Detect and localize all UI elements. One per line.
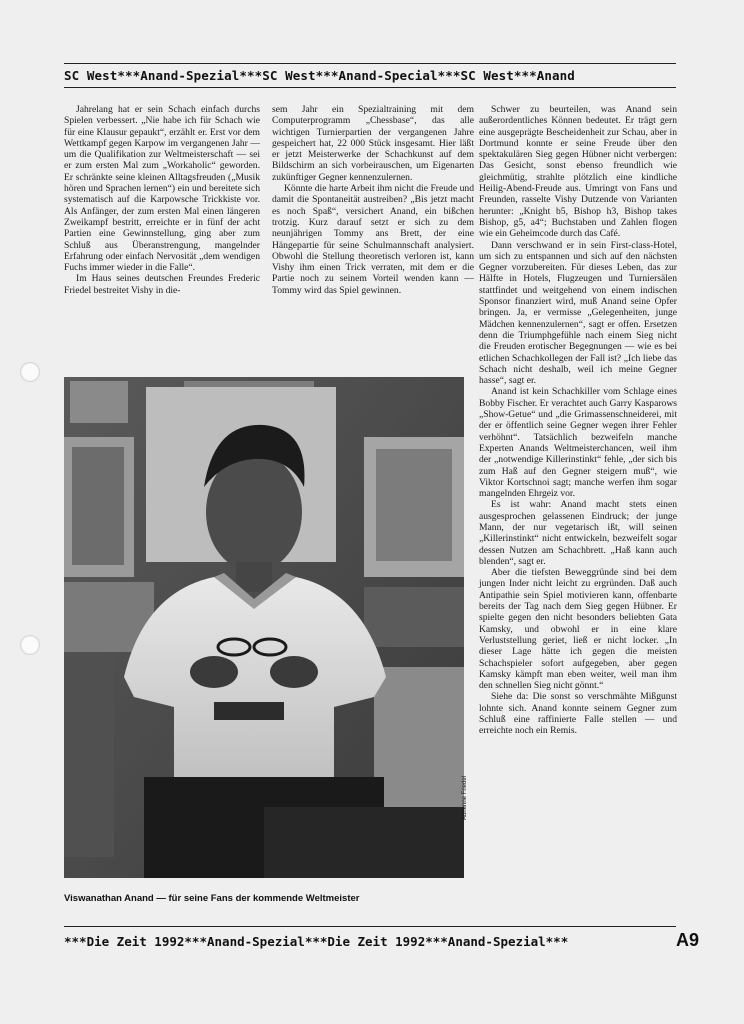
paragraph: Aber die tiefsten Beweggründe sind bei dem jungen Inder nicht leicht zu ergründen. Daß auch Antipathie sein Spiel motivieren kann, offenbarte bereits der Tag nach dem Sieg gegen Hübner. Er spielte gegen den nicht besonders beliebten Gata Kamsky, und obwohl er in eine klare Verluststellung geriet, ließ er nicht locker. „In dieser Lage hätte ich gegen die meisten Schachspieler sofort aufgegeben, aber gegen Kamsky kämpft man eben weiter, weil man ihm den schnellen Sieg nicht gönnt.“ bbox=[479, 567, 677, 692]
portrait-photo bbox=[64, 377, 464, 878]
paragraph: Siehe da: Die sonst so verschmähte Mißgunst lohnte sich. Anand konnte seinem Gegner zum Schluß eine raffinierte Falle stellen — und erreichte noch ein Remis. bbox=[479, 691, 677, 737]
footer-banner: ***Die Zeit 1992***Anand-Spezial***Die Zeit 1992***Anand-Spezial*** bbox=[64, 934, 569, 949]
paragraph: Es ist wahr: Anand macht stets einen ausgesprochen gelassenen Eindruck; der junge Mann, der nur vegetarisch ißt, will seinen „Killerinstinkt“ nicht entwickeln, bezweifelt sogar dessen Nutzen am Schachbrett. „Haß kann auch blenden“, sagt er. bbox=[479, 499, 677, 567]
paragraph: Schwer zu beurteilen, was Anand sein außerordentliches Können bedeutet. Er trägt gern eine ausgeprägte Bescheidenheit zur Schau, aber in Dortmund konnte er seine Freude über den spektakulären Sieg gegen Hübner nicht verbergen: Das Gesicht, sonst ebenso freundlich wie gleichmütig, strahlte plötzlich eine kindliche Heilig-Abend-Freude aus. Umringt von Fans und Freunden, rasselte Vishy Dutzende von Varianten herunter: „Knight b5, Bishop h3, Bishop takes Bishop, g5, a4“; Buchstaben und Zahlen flogen wie ein Geheimcode durch das Café. bbox=[479, 104, 677, 240]
paragraph: Jahrelang hat er sein Schach einfach durchs Spielen verbessert. „Nie habe ich für Schach wie für eine Klausur gepaukt“, erzählt er. Erst vor dem Wettkampf gegen Karpow im vergangenen Jahr — um die Qualifikation zur Weltmeisterschaft — sei er zum ersten Mal zum „Workaholic“ geworden. Er schränkte seine kleinen Alltagsfreuden („Musik hören und Sprachen lernen“) ein und bereitete sich systematisch auf die Karpowsche Trickkiste vor. Als Anfänger, der zum ersten Mal einen längeren Zweikampf bestritt, erreichte er in fünf der acht Partien eine Gewinnstellung, ging aber zum Schluß aus Überanstrengung, mangelnder Erfahrung oder einfach Nervosität „dem wendigen Fuchs immer wieder in die Falle“. bbox=[64, 104, 260, 274]
photo-illustration bbox=[64, 377, 464, 878]
paragraph: Anand ist kein Schachkiller vom Schlage eines Bobby Fischer. Er verachtet auch Garry Kasparows „Show-Getue“ und „die Grimassenschneiderei, mit der er öffentlich seine Gegner wegen ihrer Fehler verhöhnt“. Tatsächlich bezweifeln manche Experten Anands Weltmeisterchancen, weil ihm der „notwendige Killerinstinkt“ fehle, „der sich bis zum Haß auf den Gegner steigern muß“, wie Viktor Kortschnoi sagt; manche werfen ihm sogar mangelnden Ehrgeiz vor. bbox=[479, 386, 677, 500]
article-column-2 bbox=[272, 104, 474, 296]
binder-hole-bottom bbox=[20, 635, 40, 655]
photo-credit: Adrienne Friedel bbox=[462, 775, 468, 820]
header-rule-top bbox=[64, 63, 676, 64]
page-number: A9 bbox=[676, 930, 700, 950]
header-banner: SC West***Anand-Spezial***SC West***Anand-Special***SC West***Anand bbox=[64, 68, 575, 83]
paragraph: Könnte die harte Arbeit ihm nicht die Freude und damit die Spontaneität austreiben? „Bis jetzt macht es noch Spaß“, versichert Anand, ein bißchen trotzig. Kurz darauf setzt er sich zu dem neunjährigen Tommy ans Brett, der eine Hängepartie für seine Schulmannschaft analysiert. Obwohl die Stellung theoretisch verloren ist, kann Vishy ihm einen Trick verraten, mit dem er die Partie noch zu seinem Vorteil wenden kann — Tommy wird das Spiel gewinnen. bbox=[272, 183, 474, 296]
photo-caption: Viswanathan Anand — für seine Fans der kommende Weltmeister bbox=[64, 893, 360, 904]
binder-hole-top bbox=[20, 362, 40, 382]
article-column-3 bbox=[479, 104, 677, 737]
article-column-1 bbox=[64, 104, 260, 296]
paragraph: Dann verschwand er in sein First-class-Hotel, um sich zu entspannen und sich auf den nächsten Gegner vorzubereiten. Für dieses Leben, das zur Hälfte in Hotels, Flugzeugen und Turniersälen stattfindet und weitgehend von einem indischen Sponsor finanziert wird, muß Anand seine Opfer bringen. Ja, er vermisse „Gelegenheiten, junge Mädchen kennenzulernen“, sagt er offen. Ersetzen denn die Triumphgefühle nach einem Sieg nicht die Freuden erotischer Begegnungen — wie es bei etlichen Schachkollegen der Fall ist? „Ich liebe das Schach nicht deshalb, weil ich meine Gegner hasse“, sagt er. bbox=[479, 239, 677, 387]
footer-rule bbox=[64, 926, 676, 927]
paragraph: sem Jahr ein Spezialtraining mit dem Computerprogramm „Chessbase“, das alle wichtigen Turnierpartien der vergangenen Jahre gespeichert hat, 22 000 Stück insgesamt. Hier läßt er jetzt Meisterwerke der Schachkunst auf dem Bildschirm an sich vorbeirauschen, um Eigenarten zukünftiger Gegner kennenzulernen. bbox=[272, 104, 474, 183]
paragraph: Im Haus seines deutschen Freundes Frederic Friedel bestreitet Vishy in die- bbox=[64, 273, 260, 296]
header-rule-bottom bbox=[64, 87, 676, 88]
